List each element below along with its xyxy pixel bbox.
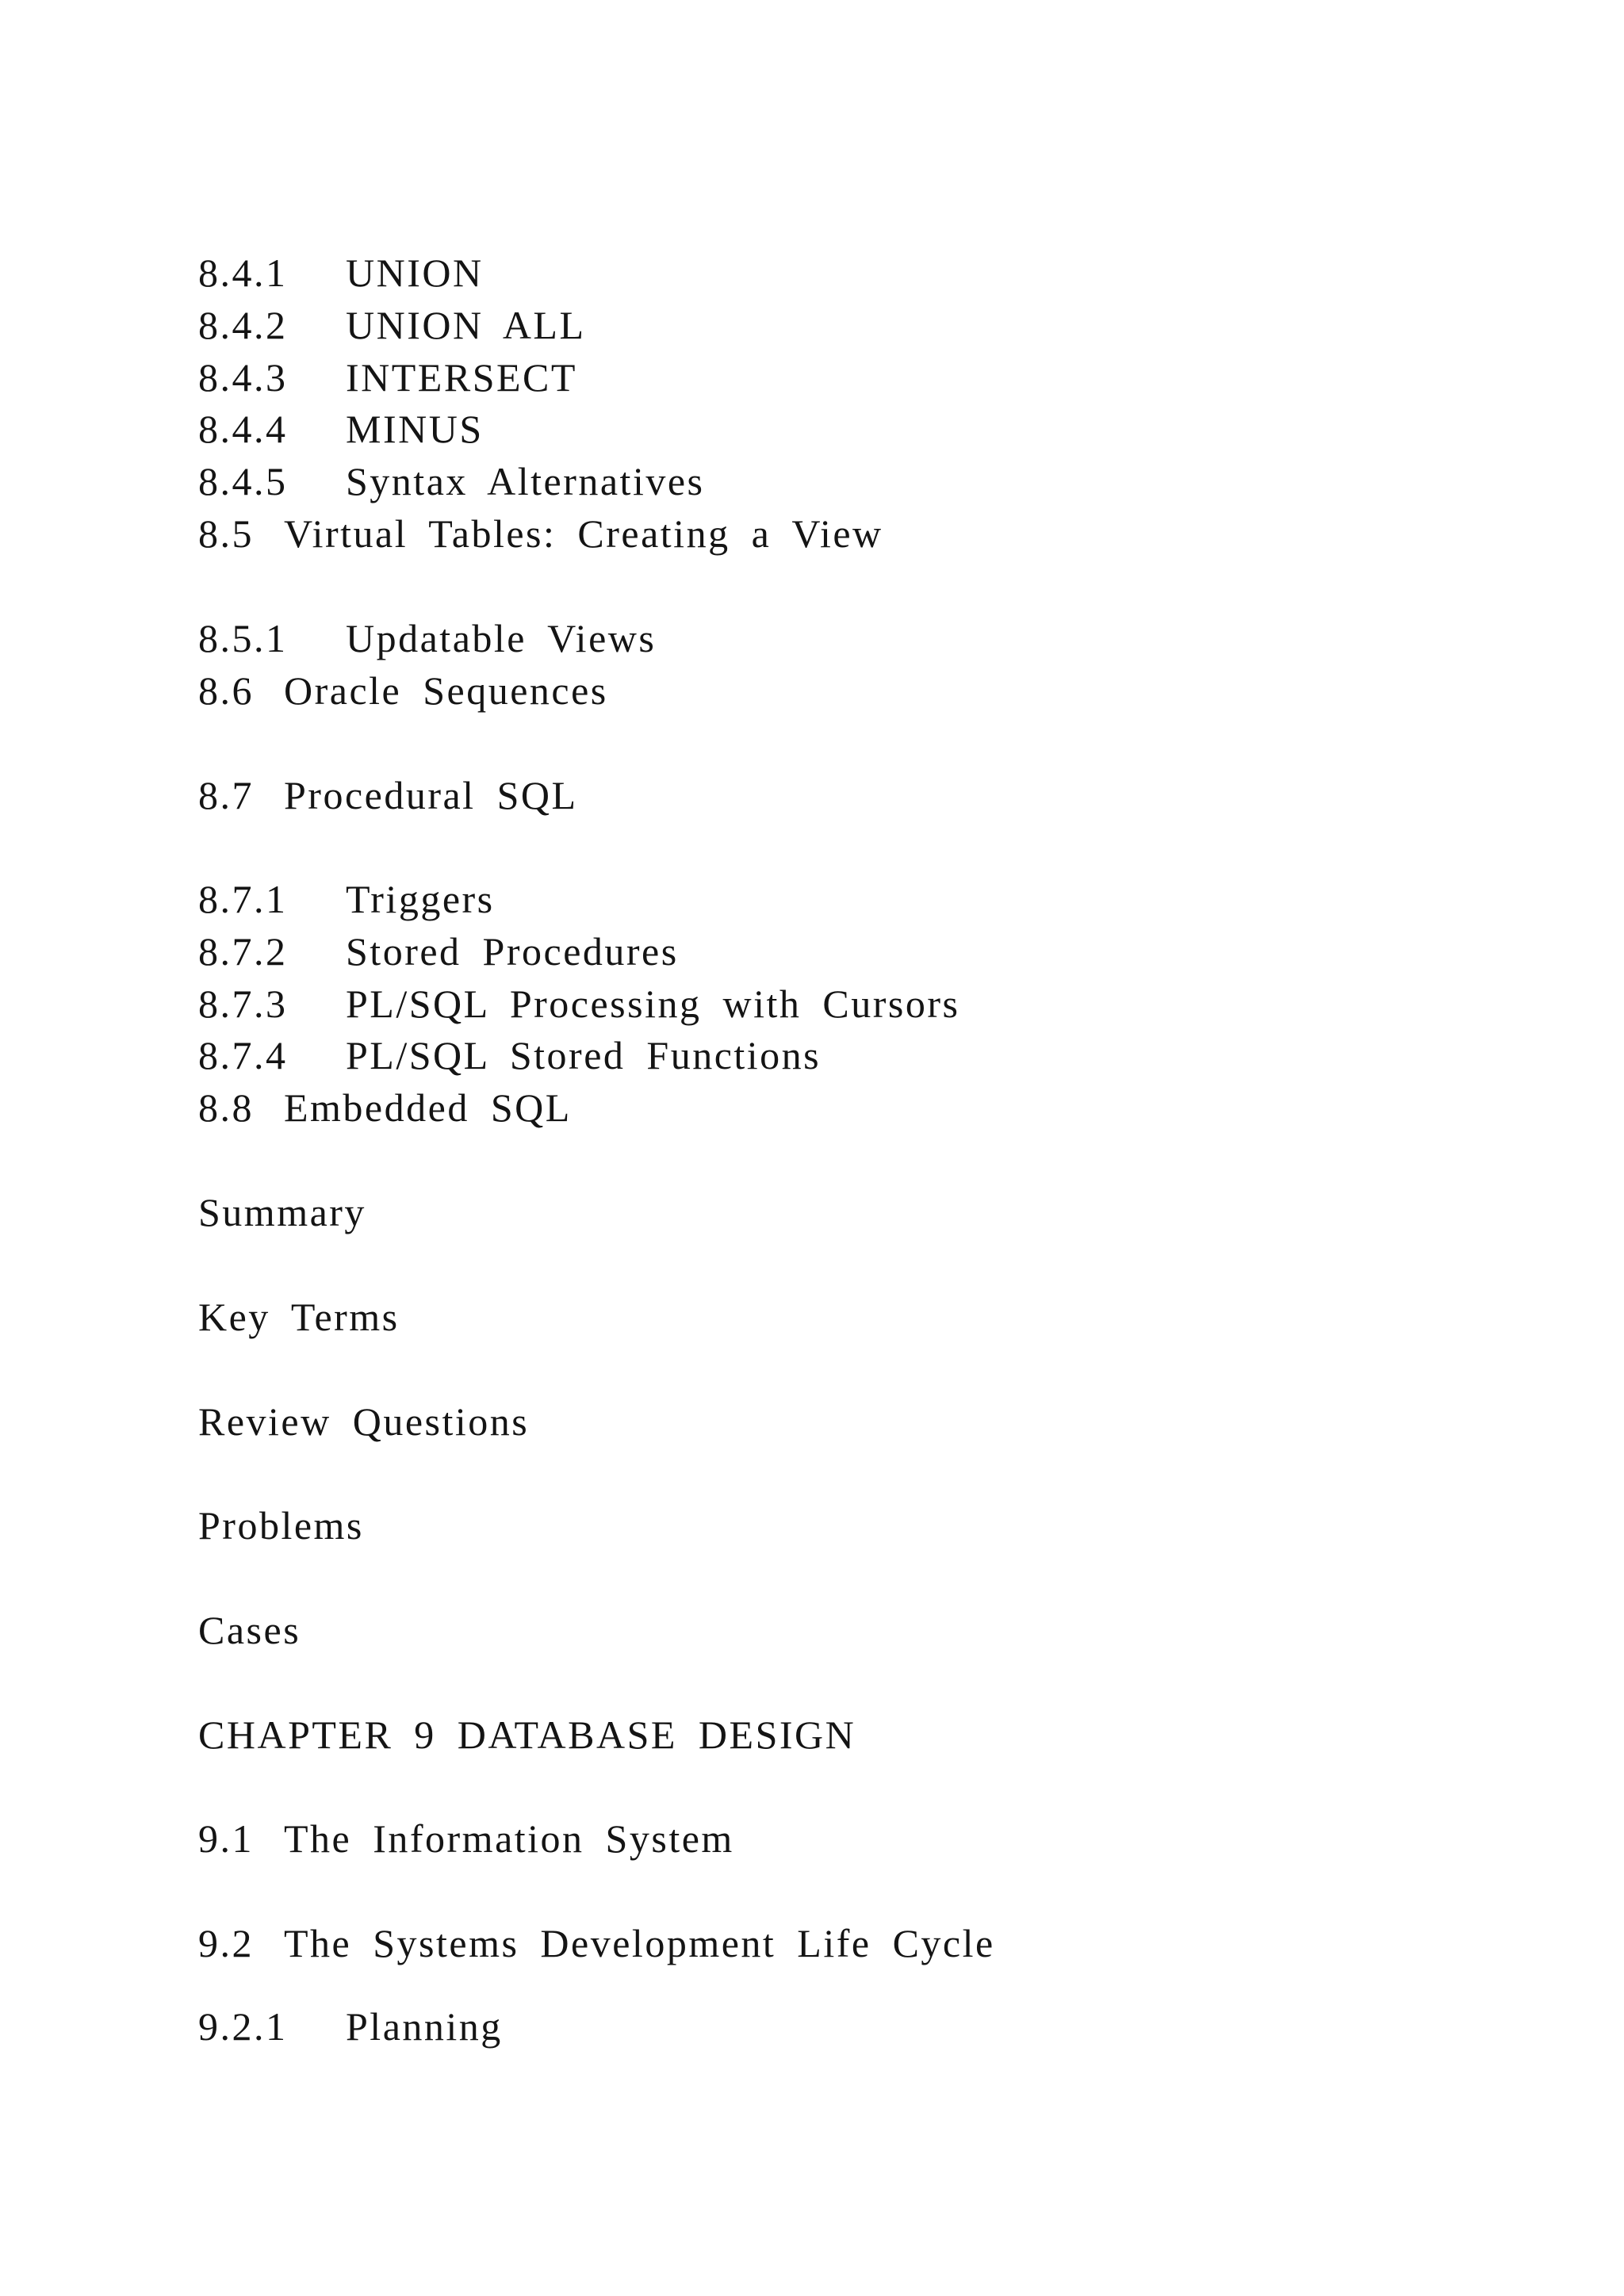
toc-entry-number: 8.7.3 [198,982,288,1026]
toc-entry-review-questions: Review Questions [198,1399,530,1444]
toc-entry-8-4-1 [198,249,484,297]
toc-entry-title: Triggers [346,877,495,921]
toc-entry-title: Planning [346,2004,503,2049]
toc-entry-title: Syntax Alternatives [346,459,705,503]
toc-entry-number: 8.5.1 [198,616,288,660]
toc-entry-cases: Cases [198,1608,301,1652]
toc-entry-title: UNION ALL [346,303,586,347]
toc-entry-number: 8.7.1 [198,877,288,921]
toc-entry-8-7-4 [198,1031,821,1079]
toc-entry-title: The Systems Development Life Cycle [284,1921,995,1965]
toc-entry-9-2-1 [198,2003,503,2050]
toc-entry-8-6 [198,667,608,714]
chapter-heading: CHAPTER 9 DATABASE DESIGN [198,1712,856,1757]
toc-entry-number: 8.7 [198,773,254,817]
toc-entry-8-4-3 [198,354,577,401]
toc-entry-title: PL/SQL Processing with Cursors [346,982,960,1026]
toc-entry-9-2 [198,1919,995,1967]
toc-entry-number: 8.8 [198,1085,254,1130]
toc-entry-8-5 [198,510,883,557]
toc-entry-number: 8.4.2 [198,303,288,347]
toc-entry-number: 8.4.4 [198,407,288,451]
toc-entry-problems: Problems [198,1503,364,1548]
toc-entry-title: INTERSECT [346,355,577,400]
toc-entry-title: Embedded SQL [284,1085,572,1130]
toc-entry-number: 8.6 [198,668,254,713]
toc-entry-8-7-1 [198,875,495,923]
toc-entry-8-5-1 [198,614,656,662]
toc-entry-number: 8.4.3 [198,355,288,400]
toc-entry-title: UNION [346,251,484,295]
toc-entry-number: 9.2.1 [198,2004,288,2049]
toc-entry-8-7-3 [198,980,959,1027]
toc-entry-number: 8.7.4 [198,1033,288,1077]
toc-entry-number: 8.4.5 [198,459,288,503]
toc-entry-title: Updatable Views [346,616,657,660]
toc-entry-8-8 [198,1084,572,1131]
toc-entry-title: Virtual Tables: Creating a View [284,511,883,556]
toc-entry-key-terms: Key Terms [198,1295,400,1339]
toc-entry-number: 8.5 [198,511,254,556]
toc-entry-number: 8.7.2 [198,929,288,974]
toc-entry-summary: Summary [198,1190,366,1234]
toc-entry-title: The Information System [284,1816,734,1861]
toc-entry-title: Stored Procedures [346,929,679,974]
toc-entry-title: PL/SQL Stored Functions [346,1033,822,1077]
toc-entry-8-4-4 [198,405,484,453]
toc-entry-title: Oracle Sequences [284,668,608,713]
toc-entry-number: 9.2 [198,1921,254,1965]
toc-entry-title: Procedural SQL [284,773,578,817]
toc-entry-9-1 [198,1815,734,1862]
toc-entry-8-4-2 [198,301,586,349]
toc-entry-8-7-2 [198,928,679,975]
toc-entry-8-7 [198,771,578,819]
toc-entry-number: 9.1 [198,1816,254,1861]
toc-entry-8-4-5 [198,457,705,505]
toc-entry-number: 8.4.1 [198,251,288,295]
toc-entry-title: MINUS [346,407,484,451]
